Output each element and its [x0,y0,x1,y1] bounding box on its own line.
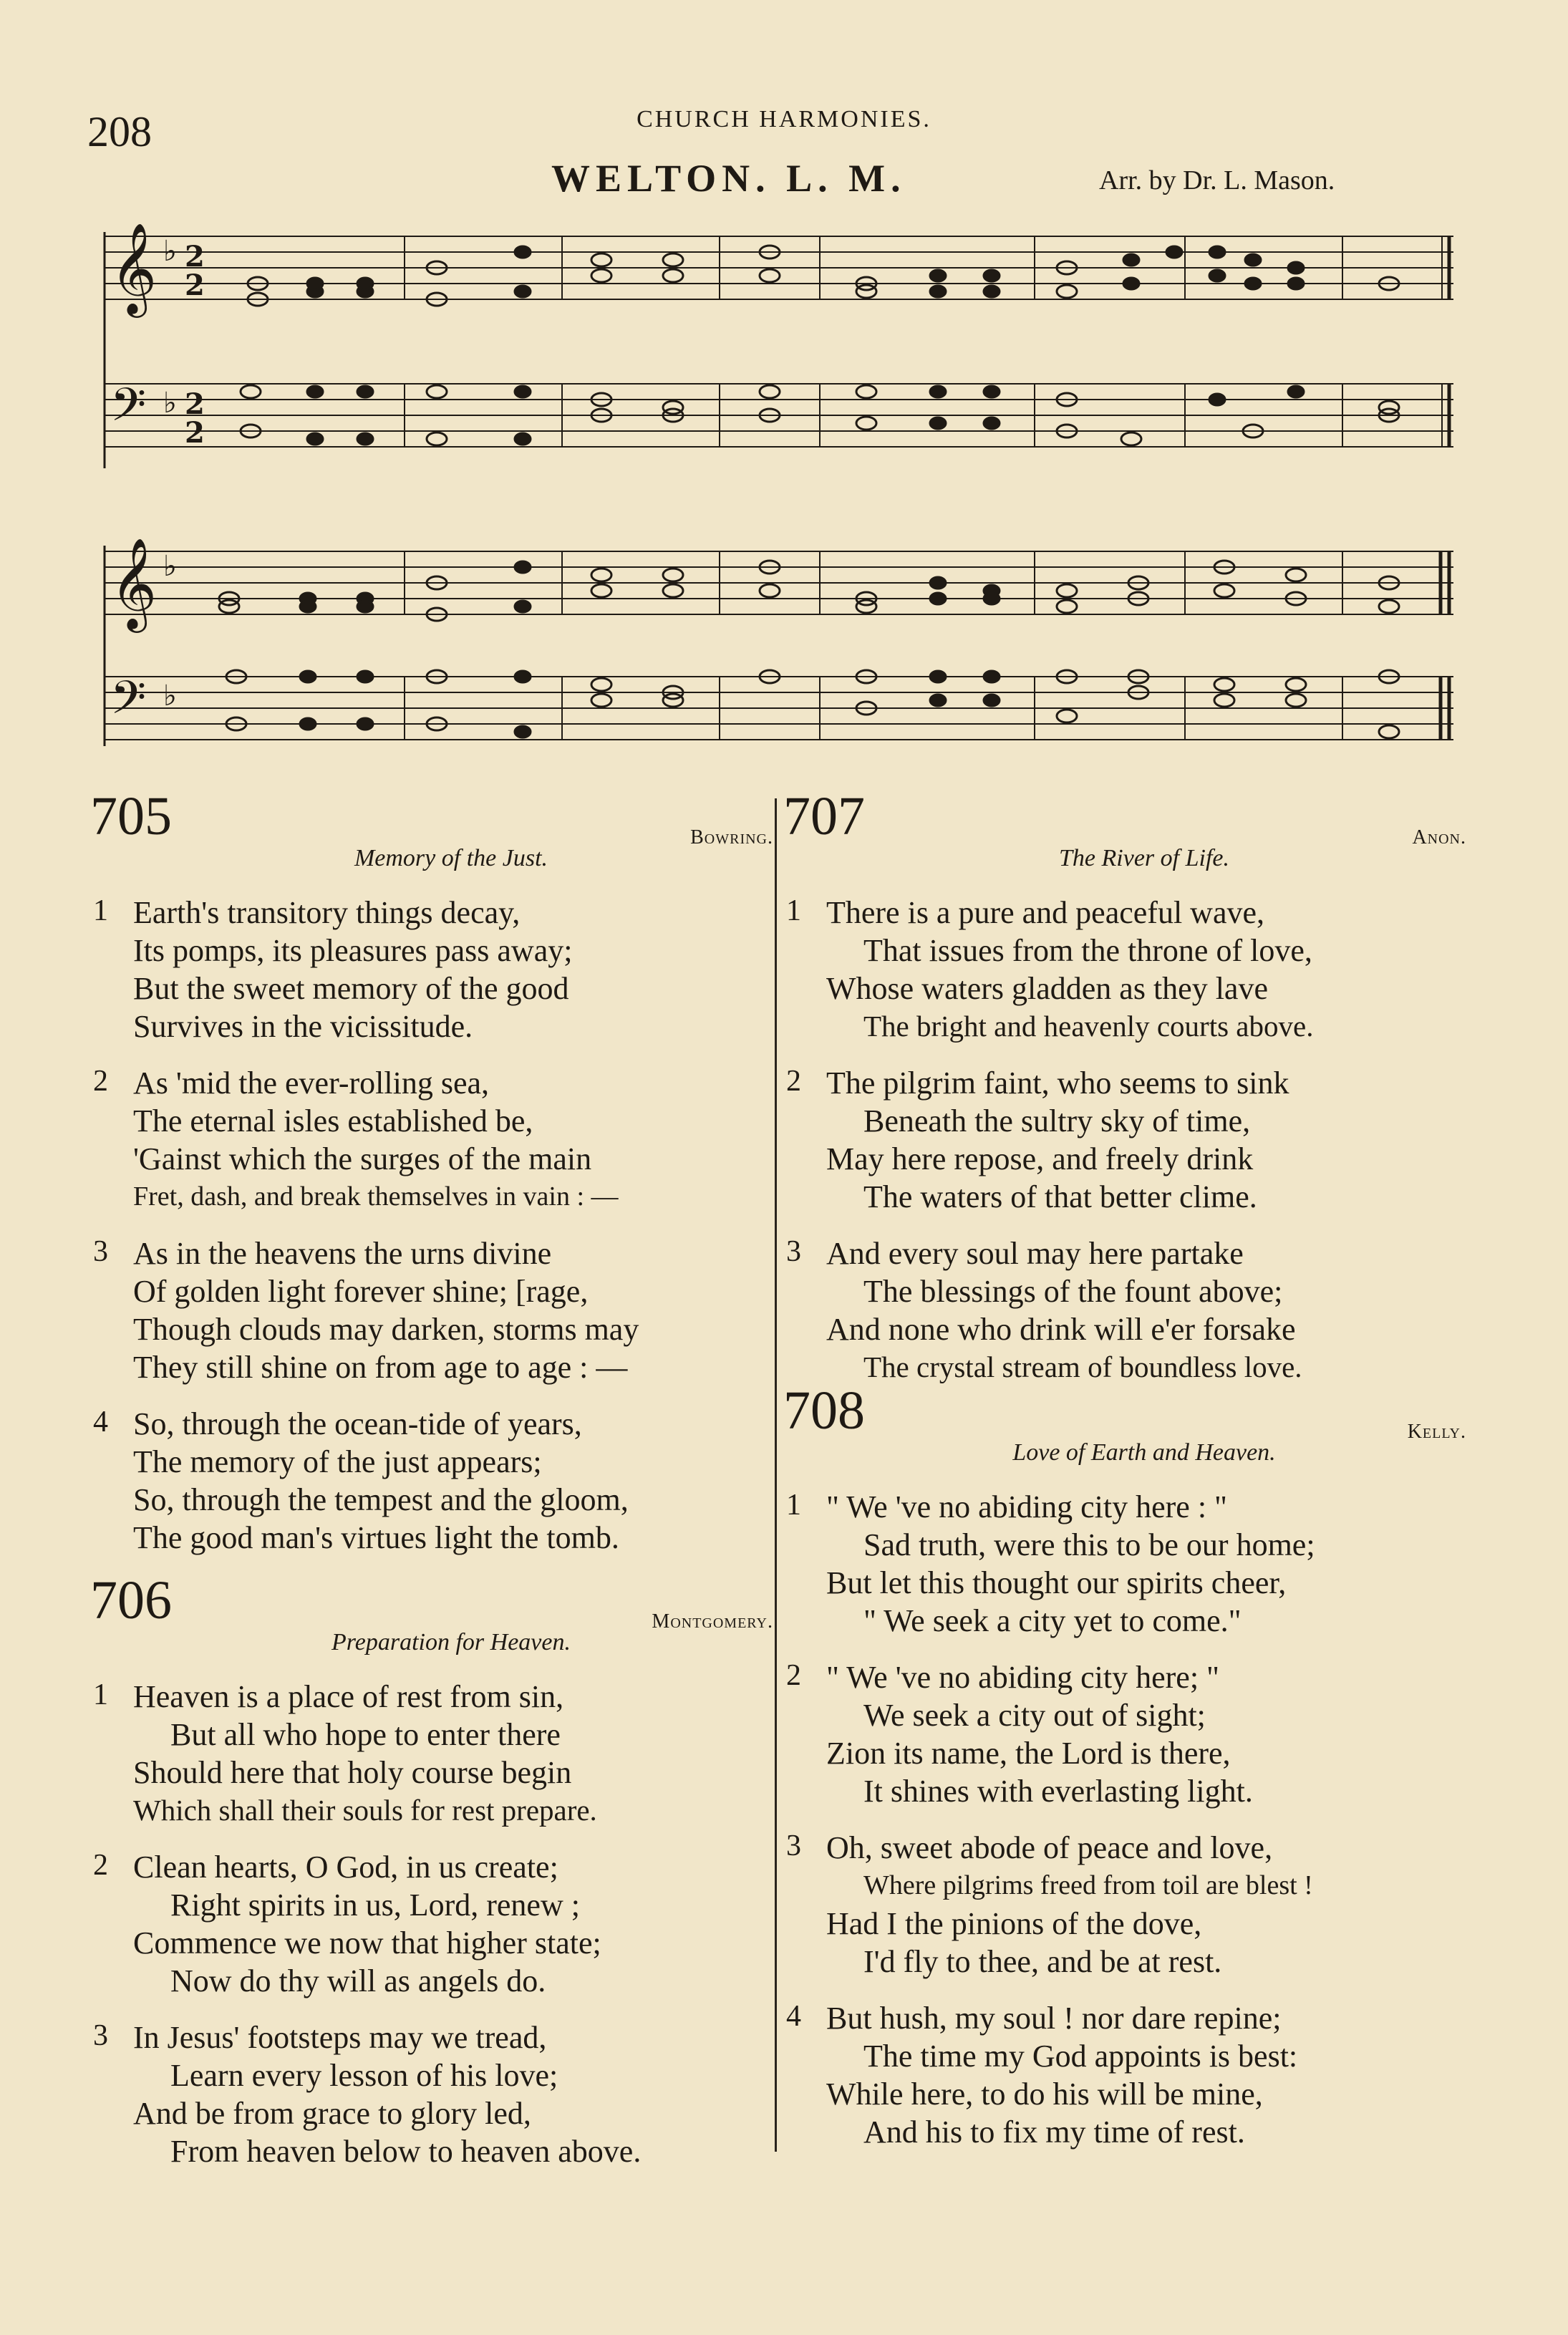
music-score [100,215,1461,773]
stanza [86,1848,773,2000]
stanza [779,1064,1466,1216]
verse-line: Heaven is a place of rest from sin, [133,1679,564,1714]
stanza-number: 3 [786,1235,801,1268]
verse-line: That issues from the throne of love, [863,933,1312,968]
verse-line: So, through the ocean-tide of years, [133,1406,582,1441]
verse-line: Its pomps, its pleasures pass away; [133,933,573,968]
svg-text:♭: ♭ [163,550,177,583]
page-number: 208 [87,108,152,155]
verse-line: From heaven below to heaven above. [170,2134,642,2169]
verse-line: And every soul may here partake [826,1236,1244,1271]
stanza-number: 1 [93,894,108,927]
hymn-706 [86,1570,773,2170]
running-head: CHURCH HARMONIES. [637,106,931,132]
verse-line: Though clouds may darken, storms may [133,1312,639,1347]
stanza [779,1658,1466,1810]
tune-arrangement: Arr. by Dr. L. Mason. [1099,165,1335,195]
svg-text:𝄞: 𝄞 [110,537,158,629]
verse-line: But let this thought our spirits cheer, [826,1565,1287,1600]
verse-line: But all who hope to enter there [170,1717,561,1752]
verse-line: But the sweet memory of the good [133,971,569,1006]
hymn-number: 706 [90,1570,172,1630]
stanza-number: 3 [93,1235,108,1268]
hymn-707 [779,786,1466,1389]
hymn-author: Montgomery. [652,1610,773,1633]
hymn-708 [779,1381,1466,2151]
stanza-number: 2 [786,1659,801,1692]
verse-line: Whose waters gladden as they lave [826,971,1268,1006]
verse-line: Earth's transitory things decay, [133,895,521,930]
verse-line: Now do thy will as angels do. [170,1963,546,1998]
clefs-2 [110,537,177,736]
verse-line: As in the heavens the urns divine [133,1236,552,1271]
stanza-number: 1 [786,894,801,927]
svg-text:2: 2 [185,269,205,302]
right-column [779,786,1466,2170]
svg-text:2: 2 [185,240,205,274]
verse-line: As 'mid the ever-rolling sea, [133,1065,490,1101]
svg-text:♭: ♭ [163,235,177,268]
verse-line: Sad truth, were this to be our home; [863,1527,1315,1562]
stanza-number: 2 [786,1065,801,1098]
stanza-number: 3 [93,2019,108,2052]
svg-text:𝄢: 𝄢 [110,672,147,736]
verse-line: Survives in the vicissitude. [133,1009,473,1044]
verse-line: The memory of the just appears; [133,1444,542,1479]
hymn-number: 708 [783,1381,865,1441]
stanza-number: 2 [93,1065,108,1098]
stanza-number: 4 [786,2000,801,2033]
verse-line: Which shall their souls for rest prepare. [133,1794,597,1827]
verse-line: Where pilgrims freed from toil are blest ! [863,1870,1313,1900]
stanza [86,1234,773,1386]
verse-line: There is a pure and peaceful wave, [826,895,1265,930]
verse-line: The crystal stream of boundless love. [863,1350,1302,1383]
verse-line: May here repose, and freely drink [826,1141,1254,1176]
stanza [86,1064,773,1216]
verse-line: Clean hearts, O God, in us create; [133,1850,558,1885]
stanza [779,1234,1466,1386]
svg-text:♭: ♭ [163,387,177,420]
verse-line: " We 've no abiding city here : " [826,1489,1228,1524]
barlines-2 [405,551,1449,740]
verse-line: And his to fix my time of rest. [863,2114,1245,2150]
system-1 [105,232,1453,468]
verse-line: Learn every lesson of his love; [170,2058,558,2093]
left-column [86,786,773,2189]
stanza-number: 4 [93,1406,108,1439]
verse-line: While here, to do his will be mine, [826,2077,1263,2112]
verse-line: The bright and heavenly courts above. [863,1010,1314,1043]
stanza [86,1678,773,1829]
tune-title: WELTON. L. M. [551,157,906,200]
stanza-number: 3 [786,1829,801,1862]
hymn-subtitle: Love of Earth and Heaven. [1012,1439,1276,1466]
verse-line: The eternal isles established be, [133,1103,533,1139]
verse-line: Had I the pinions of the dove, [826,1906,1202,1941]
stanza [86,894,773,1045]
column-divider [775,798,777,2152]
stanza-number: 2 [93,1849,108,1882]
verse-line: So, through the tempest and the gloom, [133,1482,629,1517]
verse-line: 'Gainst which the surges of the main [133,1141,592,1176]
stanza [86,1405,773,1557]
verse-line: I'd fly to thee, and be at rest. [863,1944,1222,1979]
verse-line: The time my God appoints is best: [863,2039,1298,2074]
system-2 [105,546,1453,746]
verse-line: " We seek a city yet to come." [863,1603,1242,1638]
hymn-subtitle: The River of Life. [1059,845,1229,871]
hymn-subtitle: Preparation for Heaven. [331,1629,571,1655]
verse-line: They still shine on from age to age : — [133,1350,628,1385]
hymn-number: 707 [783,786,865,846]
verse-line: Zion its name, the Lord is there, [826,1736,1231,1771]
svg-text:♭: ♭ [163,680,177,712]
hymn-author: Kelly. [1407,1421,1466,1443]
stanza [86,2019,773,2170]
verse-line: The good man's virtues light the tomb. [133,1520,619,1555]
verse-line: We seek a city out of sight; [863,1698,1206,1733]
hymn-number: 705 [90,786,172,846]
verse-line: It shines with everlasting light. [863,1774,1253,1809]
stanza [779,1829,1466,1981]
stanza [779,894,1466,1045]
verse-line: Fret, dash, and break themselves in vain : — [133,1181,619,1212]
notes-2 [219,561,1399,738]
svg-text:2: 2 [185,416,205,450]
verse-line: In Jesus' footsteps may we tread, [133,2020,547,2055]
verse-line: The waters of that better clime. [863,1179,1257,1214]
stanza [779,1488,1466,1640]
hymn-subtitle: Memory of the Just. [354,845,548,871]
verse-line: And be from grace to glory led, [133,2096,531,2131]
verse-line: But hush, my soul ! nor dare repine; [826,2001,1282,2036]
stanza-number: 1 [786,1489,801,1522]
verse-line: The blessings of the fount above; [863,1274,1283,1309]
verse-line: Oh, sweet abode of peace and love, [826,1830,1273,1865]
svg-text:𝄞: 𝄞 [110,222,158,314]
verse-line: Should here that holy course begin [133,1755,572,1790]
svg-text:2: 2 [185,387,205,421]
stanza-number: 1 [93,1678,108,1711]
hymn-author: Bowring. [690,826,773,849]
hymn-author: Anon. [1412,826,1466,849]
svg-text:𝄢: 𝄢 [110,379,147,443]
verse-line: Commence we now that higher state; [133,1925,601,1961]
verse-line: Beneath the sultry sky of time, [863,1103,1251,1139]
verse-line: Of golden light forever shine; [rage, [133,1274,589,1309]
stanza [779,1999,1466,2151]
verse-line: Right spirits in us, Lord, renew ; [170,1887,580,1923]
verse-line: The pilgrim faint, who seems to sink [826,1065,1289,1101]
hymn-705 [86,786,773,1579]
verse-line: And none who drink will e'er forsake [826,1312,1296,1347]
verse-line: " We 've no abiding city here; " [826,1660,1220,1695]
